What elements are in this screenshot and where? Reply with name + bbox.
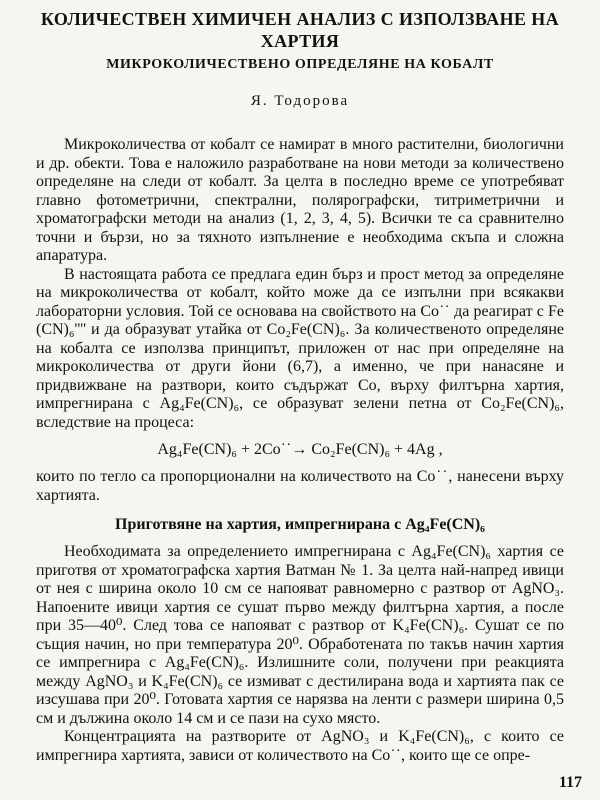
paragraph-concentration: Концентрацията на разтворите от AgNO₃ и K₄Fe(CN)₆, с които се импрегнира хартията, зависи от количеството на Co˙˙, които ще се опре- — [36, 728, 564, 764]
reaction-equation: Ag₄Fe(CN)₆ + 2Co˙˙→ Co₂Fe(CN)₆ + 4Ag , — [157, 441, 443, 458]
paragraph-method: В настоящата работа се предлага един бърз и прост метод за определяне на микроколичества от кобалт, който може да се изпълни при всякакви лабораторни условия. Той се основава на свойството на Co˙˙ да реагират с Fe (CN)₆'''' и да образуват утайка от Co₂Fe(CN)₆. За количественото определяне на кобалта се използва принципът, приложен от нас при определяне на микроколичества от други йони (6,7), а именно, че при нанасяне и придвижване на разтвори, които съдържат Co, върху филтърна хартия, импрегнирана с Ag₄Fe(CN)₆, се образуват зелени петна от Co₂Fe(CN)₆, вследствие на процеса: — [36, 265, 564, 431]
section-heading: Приготвяне на хартия, импрегнирана с Ag₄Fe(CN)₆ — [115, 516, 485, 533]
paragraph-continuation: които по тегло са пропорционални на количеството на Co˙˙, нанесени върху хартията. — [36, 468, 564, 504]
paragraph-intro: Микроколичества от кобалт се намират в много растителни, биологични и др. обекти. Това е наложило разработване на нови методи за количествено определяне на следи от кобалт. За целта в последно време се употребяват главно фотометрични, спектрални, полярографски, титриметрични и хроматографски методи на анализ (1, 2, 3, 4, 5). Всички те са сравнително точни и бързи, но за тяхното изпълнение е необходима скъпа и сложна апаратура. — [36, 136, 564, 264]
article-subtitle: МИКРОКОЛИЧЕСТВЕНО ОПРЕДЕЛЯНЕ НА КОБАЛТ — [106, 57, 494, 72]
article-title: КОЛИЧЕСТВЕН ХИМИЧЕН АНАЛИЗ С ИЗПОЛЗВАНЕ НА ХАРТИЯ — [40, 9, 560, 51]
paragraph-preparation: Необходимата за определението импрегнирана с Ag₄Fe(CN)₆ хартия се приготвя от хроматографска хартия Ватман № 1. За целта най-напред ивици от нея с ширина около 10 см се напояват равномерно с разтвор от AgNO₃. Напоените ивици хартия се сушат първо между филтърна хартия, а после при 35—40⁰. След това се напояват с разтвор от K₄Fe(CN)₆. Сушат се по същия начин, но при температура 20⁰. Обработената по такъв начин хартия се импрегнира с Ag₄Fe(CN)₆. Излишните соли, получени при реакцията между AgNO₃ и K₄Fe(CN)₆ се измиват с дестилирана вода и хартията пак се изсушава при 20⁰. Готовата хартия се нарязва на ленти с размери ширина 0,5 см и дължина около 14 см и се пази на сухо място. — [36, 543, 564, 727]
page-number: 117 — [558, 774, 582, 791]
article-author: Я. Тодорова — [250, 93, 350, 109]
